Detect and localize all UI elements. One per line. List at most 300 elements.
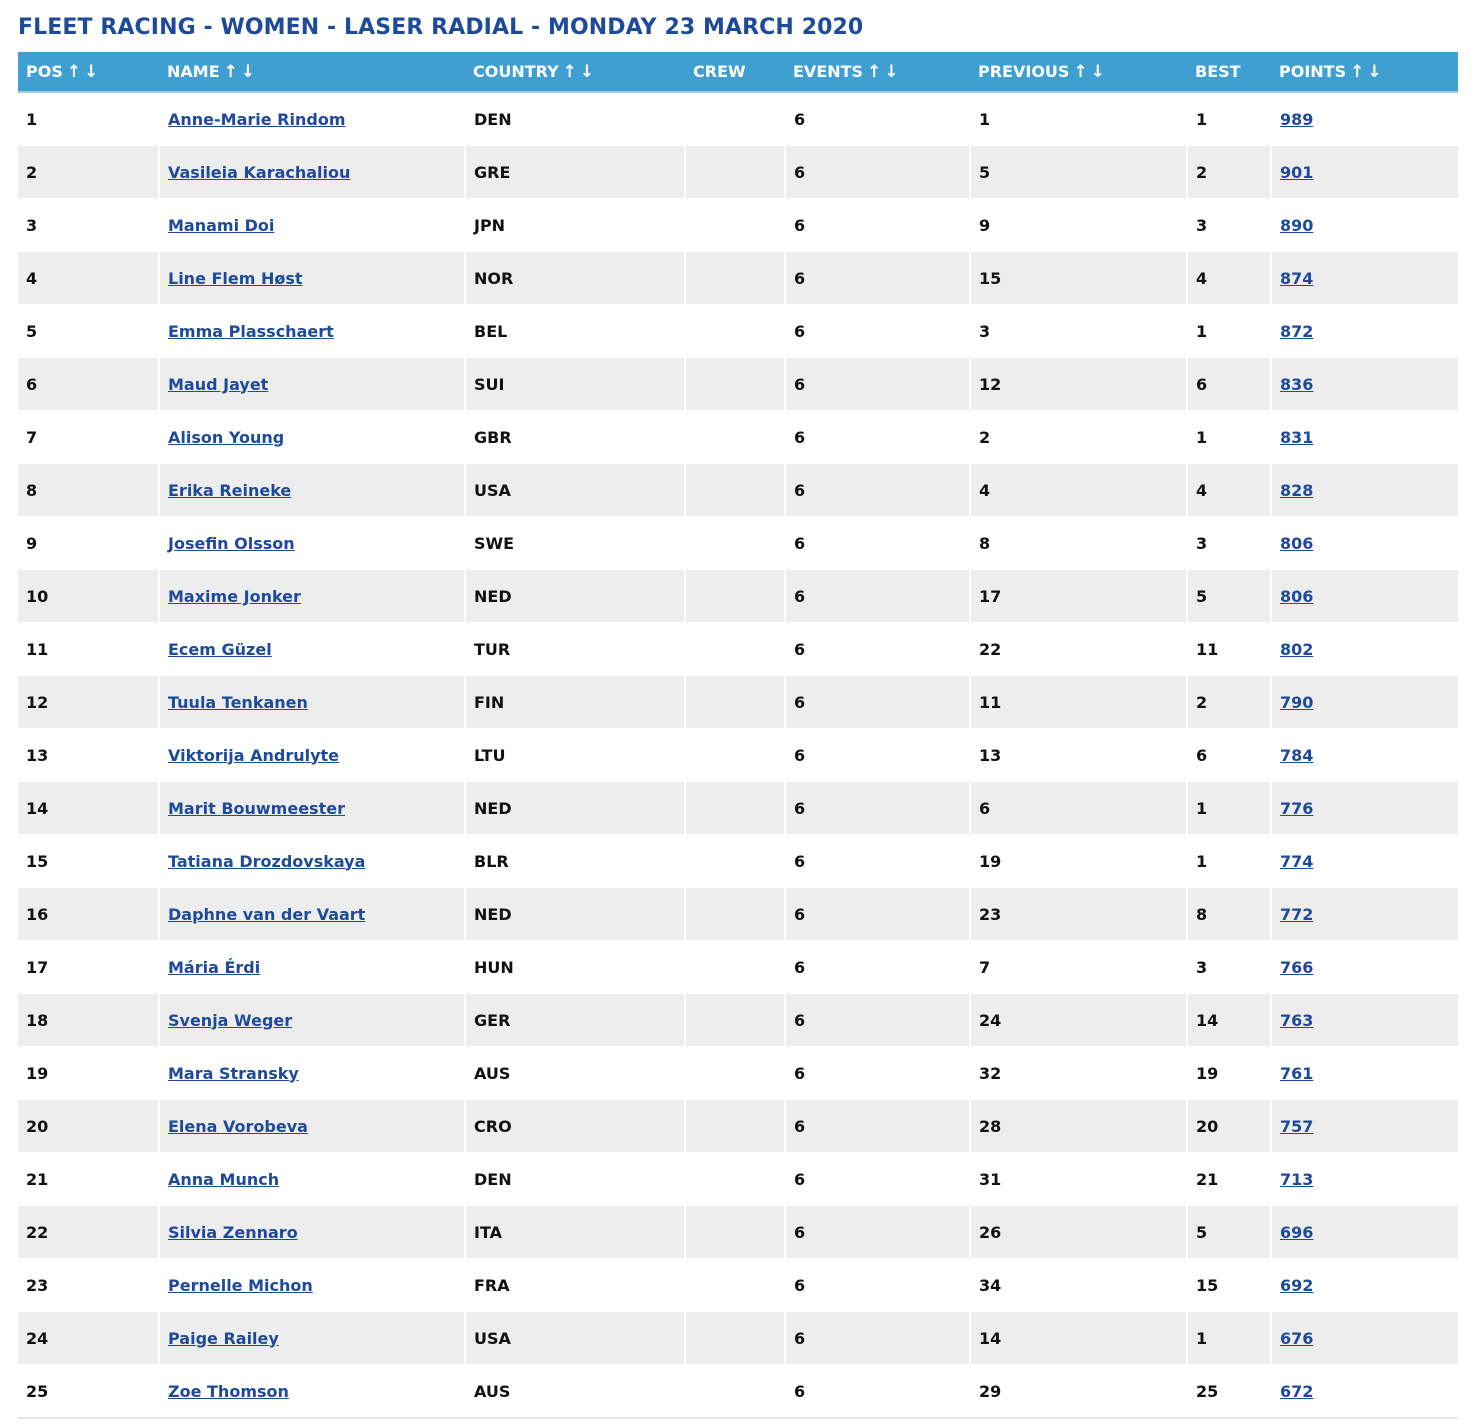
cell-crew: [685, 676, 785, 729]
table-row: [18, 888, 1458, 941]
cell-points: [1271, 1365, 1458, 1419]
cell-events: 6: [785, 623, 970, 676]
sailor-name-link[interactable]: Tatiana Drozdovskaya: [168, 851, 366, 871]
cell-crew: [685, 411, 785, 464]
cell-name: [159, 941, 465, 994]
cell-name: [159, 1153, 465, 1206]
cell-previous: 31: [970, 1153, 1187, 1206]
cell-country: DEN: [465, 1153, 685, 1206]
table-row: [18, 1153, 1458, 1206]
cell-points: [1271, 835, 1458, 888]
cell-crew: [685, 1365, 785, 1419]
cell-previous: 22: [970, 623, 1187, 676]
sort-descending-icon[interactable]: ↓: [84, 61, 102, 82]
sailor-name-link[interactable]: Daphne van der Vaart: [168, 904, 366, 924]
points-link[interactable]: 874: [1280, 268, 1314, 288]
cell-crew: [685, 888, 785, 941]
cell-points: [1271, 1047, 1458, 1100]
sort-descending-icon[interactable]: ↓: [1367, 61, 1385, 82]
sailor-name-link[interactable]: Line Flem Høst: [168, 268, 303, 288]
cell-name: [159, 146, 465, 199]
points-link[interactable]: 774: [1280, 851, 1314, 871]
cell-crew: [685, 835, 785, 888]
cell-previous: 24: [970, 994, 1187, 1047]
cell-best: 14: [1187, 994, 1271, 1047]
cell-name: [159, 1312, 465, 1365]
cell-crew: [685, 1047, 785, 1100]
sort-ascending-icon[interactable]: ↑: [223, 61, 241, 82]
cell-name: [159, 252, 465, 305]
sailor-name-link[interactable]: Tuula Tenkanen: [168, 692, 308, 712]
cell-country: SUI: [465, 358, 685, 411]
cell-points: [1271, 888, 1458, 941]
cell-previous: 9: [970, 199, 1187, 252]
table-row: [18, 358, 1458, 411]
cell-country: FRA: [465, 1259, 685, 1312]
column-label-best: BEST: [1195, 62, 1241, 81]
cell-best: 1: [1187, 835, 1271, 888]
sailor-name-link[interactable]: Anna Munch: [168, 1169, 280, 1189]
points-link[interactable]: 772: [1280, 904, 1314, 924]
cell-events: 6: [785, 676, 970, 729]
cell-country: AUS: [465, 1365, 685, 1419]
cell-events: 6: [785, 570, 970, 623]
cell-best: 1: [1187, 1312, 1271, 1365]
cell-best: 3: [1187, 941, 1271, 994]
cell-pos: 17: [18, 941, 159, 994]
sort-descending-icon[interactable]: ↓: [884, 61, 902, 82]
cell-country: LTU: [465, 729, 685, 782]
points-link[interactable]: 890: [1280, 215, 1314, 235]
sailor-name-link[interactable]: Viktorija Andrulyte: [168, 745, 340, 765]
rankings-table: [18, 52, 1458, 1419]
points-link[interactable]: 831: [1280, 427, 1314, 447]
table-row: [18, 729, 1458, 782]
cell-previous: 2: [970, 411, 1187, 464]
cell-best: 6: [1187, 358, 1271, 411]
cell-best: 11: [1187, 623, 1271, 676]
column-header-pos: [18, 52, 159, 92]
table-header-row: [18, 52, 1458, 92]
cell-pos: 13: [18, 729, 159, 782]
cell-events: 6: [785, 517, 970, 570]
points-link[interactable]: 696: [1280, 1222, 1314, 1242]
cell-points: [1271, 92, 1458, 146]
cell-previous: 15: [970, 252, 1187, 305]
cell-pos: 19: [18, 1047, 159, 1100]
sailor-name-link[interactable]: Josefin Olsson: [168, 533, 295, 553]
table-row: [18, 1100, 1458, 1153]
cell-pos: 15: [18, 835, 159, 888]
column-header-best: [1187, 52, 1271, 92]
cell-events: 6: [785, 411, 970, 464]
cell-pos: 21: [18, 1153, 159, 1206]
cell-best: 15: [1187, 1259, 1271, 1312]
cell-points: [1271, 782, 1458, 835]
table-row: [18, 570, 1458, 623]
cell-previous: 6: [970, 782, 1187, 835]
cell-pos: 12: [18, 676, 159, 729]
cell-best: 1: [1187, 92, 1271, 146]
cell-name: [159, 464, 465, 517]
cell-best: 19: [1187, 1047, 1271, 1100]
cell-events: 6: [785, 1206, 970, 1259]
cell-points: [1271, 994, 1458, 1047]
cell-name: [159, 623, 465, 676]
column-label-events: EVENTS: [793, 61, 864, 81]
cell-points: [1271, 146, 1458, 199]
cell-events: 6: [785, 1153, 970, 1206]
cell-best: 2: [1187, 146, 1271, 199]
cell-points: [1271, 464, 1458, 517]
cell-points: [1271, 1312, 1458, 1365]
sailor-name-link[interactable]: Paige Railey: [168, 1328, 279, 1348]
cell-previous: 23: [970, 888, 1187, 941]
cell-points: [1271, 941, 1458, 994]
cell-points: [1271, 623, 1458, 676]
cell-crew: [685, 623, 785, 676]
sailor-name-link[interactable]: Anne-Marie Rindom: [168, 109, 346, 129]
points-link[interactable]: 784: [1280, 745, 1314, 765]
sailor-name-link[interactable]: Erika Reineke: [168, 480, 292, 500]
sailor-name-link[interactable]: Maud Jayet: [168, 374, 269, 394]
cell-pos: 18: [18, 994, 159, 1047]
cell-name: [159, 1259, 465, 1312]
sailor-name-link[interactable]: Elena Vorobeva: [168, 1116, 308, 1136]
cell-name: [159, 358, 465, 411]
cell-name: [159, 92, 465, 146]
cell-pos: 20: [18, 1100, 159, 1153]
cell-pos: 25: [18, 1365, 159, 1419]
cell-pos: 7: [18, 411, 159, 464]
points-link[interactable]: 989: [1280, 109, 1314, 129]
points-link[interactable]: 757: [1280, 1116, 1314, 1136]
cell-best: 8: [1187, 888, 1271, 941]
column-header-points: [1271, 52, 1458, 92]
cell-name: [159, 994, 465, 1047]
cell-pos: 2: [18, 146, 159, 199]
cell-events: 6: [785, 888, 970, 941]
cell-points: [1271, 305, 1458, 358]
cell-pos: 1: [18, 92, 159, 146]
points-link[interactable]: 806: [1280, 586, 1314, 606]
cell-events: 6: [785, 782, 970, 835]
table-row: [18, 92, 1458, 146]
cell-crew: [685, 729, 785, 782]
cell-country: ITA: [465, 1206, 685, 1259]
cell-previous: 19: [970, 835, 1187, 888]
table-row: [18, 941, 1458, 994]
points-link[interactable]: 828: [1280, 480, 1314, 500]
cell-previous: 12: [970, 358, 1187, 411]
table-row: [18, 146, 1458, 199]
sailor-name-link[interactable]: Emma Plasschaert: [168, 321, 334, 341]
points-link[interactable]: 802: [1280, 639, 1314, 659]
cell-name: [159, 199, 465, 252]
cell-points: [1271, 1259, 1458, 1312]
cell-previous: 1: [970, 92, 1187, 146]
sailor-name-link[interactable]: Silvia Zennaro: [168, 1222, 298, 1242]
cell-name: [159, 517, 465, 570]
cell-events: 6: [785, 1100, 970, 1153]
column-label-name: NAME: [167, 61, 220, 81]
cell-crew: [685, 782, 785, 835]
cell-crew: [685, 570, 785, 623]
sailor-name-link[interactable]: Pernelle Michon: [168, 1275, 313, 1295]
cell-name: [159, 729, 465, 782]
cell-crew: [685, 1206, 785, 1259]
cell-previous: 26: [970, 1206, 1187, 1259]
column-label-crew: CREW: [693, 62, 746, 81]
column-label-points: POINTS: [1279, 61, 1347, 81]
cell-pos: 24: [18, 1312, 159, 1365]
cell-crew: [685, 517, 785, 570]
column-header-previous: [970, 52, 1187, 92]
cell-pos: 9: [18, 517, 159, 570]
sort-descending-icon[interactable]: ↓: [240, 61, 259, 82]
cell-events: 6: [785, 941, 970, 994]
cell-country: NED: [465, 570, 685, 623]
cell-previous: 17: [970, 570, 1187, 623]
cell-points: [1271, 358, 1458, 411]
cell-previous: 14: [970, 1312, 1187, 1365]
cell-best: 5: [1187, 570, 1271, 623]
cell-country: AUS: [465, 1047, 685, 1100]
cell-country: GRE: [465, 146, 685, 199]
column-label-pos: POS: [26, 61, 63, 81]
sailor-name-link[interactable]: Manami Doi: [168, 215, 275, 235]
cell-country: BLR: [465, 835, 685, 888]
cell-country: SWE: [465, 517, 685, 570]
cell-pos: 11: [18, 623, 159, 676]
cell-crew: [685, 941, 785, 994]
cell-best: 3: [1187, 199, 1271, 252]
column-header-events: [785, 52, 970, 92]
table-row: [18, 1259, 1458, 1312]
points-link[interactable]: 872: [1280, 321, 1314, 341]
cell-best: 3: [1187, 517, 1271, 570]
cell-country: HUN: [465, 941, 685, 994]
sort-descending-icon[interactable]: ↓: [579, 61, 598, 82]
cell-crew: [685, 358, 785, 411]
cell-pos: 23: [18, 1259, 159, 1312]
cell-events: 6: [785, 729, 970, 782]
sailor-name-link[interactable]: Zoe Thomson: [168, 1381, 289, 1401]
cell-name: [159, 782, 465, 835]
points-link[interactable]: 766: [1280, 957, 1314, 977]
cell-previous: 34: [970, 1259, 1187, 1312]
cell-crew: [685, 1312, 785, 1365]
points-link[interactable]: 776: [1280, 798, 1314, 818]
cell-points: [1271, 517, 1458, 570]
cell-points: [1271, 676, 1458, 729]
cell-name: [159, 835, 465, 888]
cell-pos: 4: [18, 252, 159, 305]
points-link[interactable]: 672: [1280, 1381, 1314, 1401]
cell-country: TUR: [465, 623, 685, 676]
sort-ascending-icon[interactable]: ↑: [562, 61, 580, 82]
cell-previous: 4: [970, 464, 1187, 517]
column-header-crew: [685, 52, 785, 92]
sailor-name-link[interactable]: Vasileia Karachaliou: [168, 162, 351, 182]
cell-country: DEN: [465, 92, 685, 146]
column-header-name: [159, 52, 465, 92]
cell-country: CRO: [465, 1100, 685, 1153]
cell-country: JPN: [465, 199, 685, 252]
table-row: [18, 1365, 1458, 1419]
sailor-name-link[interactable]: Ecem Güzel: [168, 639, 272, 659]
table-row: [18, 411, 1458, 464]
cell-name: [159, 1100, 465, 1153]
cell-previous: 32: [970, 1047, 1187, 1100]
cell-events: 6: [785, 464, 970, 517]
cell-points: [1271, 1100, 1458, 1153]
cell-crew: [685, 252, 785, 305]
cell-pos: 22: [18, 1206, 159, 1259]
cell-events: 6: [785, 1047, 970, 1100]
cell-name: [159, 1206, 465, 1259]
cell-previous: 28: [970, 1100, 1187, 1153]
cell-previous: 5: [970, 146, 1187, 199]
cell-pos: 14: [18, 782, 159, 835]
cell-events: 6: [785, 146, 970, 199]
table-row: [18, 782, 1458, 835]
cell-crew: [685, 994, 785, 1047]
table-row: [18, 305, 1458, 358]
cell-name: [159, 411, 465, 464]
cell-events: 6: [785, 252, 970, 305]
cell-events: 6: [785, 199, 970, 252]
cell-pos: 10: [18, 570, 159, 623]
cell-name: [159, 1365, 465, 1419]
cell-events: 6: [785, 1312, 970, 1365]
table-row: [18, 1312, 1458, 1365]
cell-country: NED: [465, 888, 685, 941]
cell-best: 1: [1187, 411, 1271, 464]
cell-events: 6: [785, 92, 970, 146]
cell-country: GBR: [465, 411, 685, 464]
cell-crew: [685, 464, 785, 517]
cell-best: 25: [1187, 1365, 1271, 1419]
cell-country: USA: [465, 1312, 685, 1365]
sort-ascending-icon[interactable]: ↑: [1350, 61, 1368, 82]
sailor-name-link[interactable]: Mara Stransky: [168, 1063, 299, 1083]
cell-points: [1271, 1206, 1458, 1259]
page-title: FLEET RACING - WOMEN - LASER RADIAL - MONDAY 23 MARCH 2020: [18, 15, 864, 40]
points-link[interactable]: 676: [1280, 1328, 1314, 1348]
points-link[interactable]: 806: [1280, 533, 1314, 553]
sailor-name-link[interactable]: Alison Young: [168, 427, 285, 447]
points-link[interactable]: 790: [1280, 692, 1314, 712]
table-row: [18, 252, 1458, 305]
points-link[interactable]: 692: [1280, 1275, 1314, 1295]
cell-pos: 3: [18, 199, 159, 252]
cell-previous: 29: [970, 1365, 1187, 1419]
cell-name: [159, 305, 465, 358]
cell-crew: [685, 1153, 785, 1206]
sort-descending-icon[interactable]: ↓: [1090, 61, 1108, 82]
cell-pos: 6: [18, 358, 159, 411]
cell-name: [159, 888, 465, 941]
cell-points: [1271, 570, 1458, 623]
points-link[interactable]: 713: [1280, 1169, 1314, 1189]
column-label-previous: PREVIOUS: [978, 61, 1070, 81]
cell-best: 5: [1187, 1206, 1271, 1259]
sailor-name-link[interactable]: Marit Bouwmeester: [168, 798, 345, 818]
sort-ascending-icon[interactable]: ↑: [867, 61, 885, 82]
table-row: [18, 623, 1458, 676]
column-label-country: COUNTRY: [473, 61, 559, 81]
cell-country: NED: [465, 782, 685, 835]
cell-previous: 7: [970, 941, 1187, 994]
cell-points: [1271, 411, 1458, 464]
table-row: [18, 464, 1458, 517]
table-row: [18, 1047, 1458, 1100]
cell-country: NOR: [465, 252, 685, 305]
points-link[interactable]: 763: [1280, 1010, 1314, 1030]
table-row: [18, 835, 1458, 888]
cell-events: 6: [785, 358, 970, 411]
sailor-name-link[interactable]: Maxime Jonker: [168, 586, 301, 606]
cell-events: 6: [785, 305, 970, 358]
cell-crew: [685, 92, 785, 146]
cell-best: 6: [1187, 729, 1271, 782]
cell-name: [159, 570, 465, 623]
cell-crew: [685, 1100, 785, 1153]
points-link[interactable]: 836: [1280, 374, 1314, 394]
table-row: [18, 199, 1458, 252]
cell-pos: 16: [18, 888, 159, 941]
cell-best: 1: [1187, 782, 1271, 835]
cell-country: BEL: [465, 305, 685, 358]
cell-points: [1271, 199, 1458, 252]
cell-country: FIN: [465, 676, 685, 729]
cell-previous: 3: [970, 305, 1187, 358]
cell-crew: [685, 1259, 785, 1312]
cell-events: 6: [785, 1259, 970, 1312]
cell-events: 6: [785, 1365, 970, 1419]
cell-events: 6: [785, 835, 970, 888]
points-link[interactable]: 761: [1280, 1063, 1314, 1083]
points-link[interactable]: 901: [1280, 162, 1314, 182]
cell-points: [1271, 252, 1458, 305]
cell-best: 21: [1187, 1153, 1271, 1206]
cell-best: 20: [1187, 1100, 1271, 1153]
cell-best: 4: [1187, 252, 1271, 305]
cell-points: [1271, 729, 1458, 782]
cell-pos: 8: [18, 464, 159, 517]
cell-previous: 11: [970, 676, 1187, 729]
sort-ascending-icon[interactable]: ↑: [66, 61, 85, 82]
cell-pos: 5: [18, 305, 159, 358]
cell-points: [1271, 1153, 1458, 1206]
rankings-body: [18, 92, 1458, 1418]
cell-events: 6: [785, 994, 970, 1047]
table-row: [18, 517, 1458, 570]
cell-best: 1: [1187, 305, 1271, 358]
sailor-name-link[interactable]: Svenja Weger: [168, 1010, 293, 1030]
cell-previous: 13: [970, 729, 1187, 782]
sailor-name-link[interactable]: Mária Érdi: [168, 957, 261, 977]
sort-ascending-icon[interactable]: ↑: [1073, 61, 1091, 82]
cell-name: [159, 1047, 465, 1100]
table-row: [18, 994, 1458, 1047]
table-row: [18, 1206, 1458, 1259]
cell-crew: [685, 199, 785, 252]
column-header-country: [465, 52, 685, 92]
cell-crew: [685, 146, 785, 199]
cell-name: [159, 676, 465, 729]
